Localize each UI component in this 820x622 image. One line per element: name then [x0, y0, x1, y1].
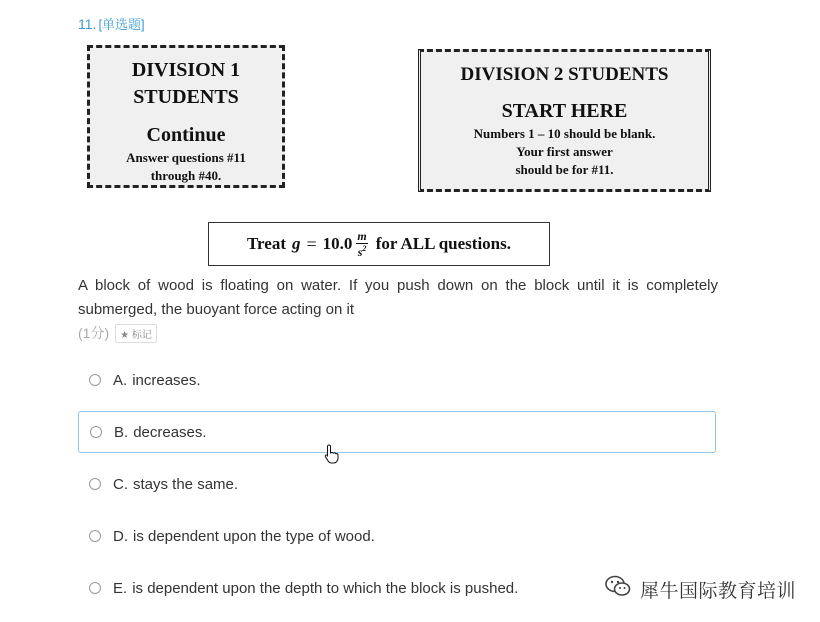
mark-label: 标记	[131, 329, 152, 341]
option-b[interactable]	[78, 411, 716, 453]
treat-prefix: Treat	[246, 234, 286, 253]
option-letter: A.	[113, 371, 128, 389]
question-type: [单选题]	[98, 17, 145, 32]
question-stem: A block of wood is floating on water. If you push down on the block until it is completely submerged, the buoyant force acting on it	[78, 277, 718, 318]
division2-line3: Numbers 1 – 10 should be blank.	[473, 126, 656, 141]
treat-variable: g	[292, 234, 301, 253]
mark-button[interactable]	[115, 324, 157, 343]
question-meta	[78, 323, 157, 343]
division2-line4: Your first answer	[516, 144, 613, 159]
treat-suffix: for ALL questions.	[375, 234, 512, 253]
division1-line2: STUDENTS	[133, 86, 239, 108]
treat-unit-denominator	[358, 244, 367, 258]
radio-circle-icon[interactable]	[89, 478, 101, 490]
radio-circle-icon[interactable]	[90, 426, 102, 438]
question-number: 11.	[78, 16, 97, 32]
radio-circle-icon[interactable]	[89, 582, 101, 594]
treat-equals: =	[306, 233, 317, 254]
division2-line1: DIVISION 2 STUDENTS	[460, 64, 669, 85]
option-text: increases.	[132, 371, 201, 389]
wechat-icon	[604, 574, 632, 604]
treat-unit-fraction	[356, 230, 367, 258]
option-letter: D.	[113, 527, 128, 545]
question-points: (1分)	[78, 325, 110, 341]
division2-box	[418, 49, 711, 192]
option-d[interactable]	[78, 515, 716, 557]
division1-line4: Answer questions #11	[126, 150, 246, 165]
question-header	[78, 14, 145, 33]
division2-line2: START HERE	[501, 100, 628, 122]
division2-line5: should be for #11.	[515, 162, 614, 177]
treat-value: 10.0	[322, 234, 353, 253]
option-letter: E.	[113, 579, 128, 597]
division1-box	[87, 45, 285, 188]
option-text: is dependent upon the type of wood.	[133, 527, 375, 545]
option-text: stays the same.	[133, 475, 239, 493]
division1-line5: through #40.	[150, 168, 222, 183]
treat-g-box	[208, 222, 550, 266]
option-text: decreases.	[133, 423, 207, 441]
radio-circle-icon[interactable]	[89, 530, 101, 542]
option-letter: C.	[113, 475, 128, 493]
brand-watermark	[604, 574, 796, 604]
treat-unit-numerator: m	[357, 229, 367, 243]
division1-line1: DIVISION 1	[131, 59, 241, 81]
star-icon: ★	[120, 329, 130, 341]
option-text: is dependent upon the depth to which the block is pushed.	[132, 579, 519, 597]
radio-circle-icon[interactable]	[89, 374, 101, 386]
treat-unit-den-base: s	[357, 245, 363, 259]
division1-line3: Continue	[146, 124, 226, 146]
option-a[interactable]	[78, 359, 716, 401]
brand-text: 犀牛国际教育培训	[640, 580, 797, 602]
hand-cursor-icon	[324, 444, 340, 469]
treat-unit-exponent: 2	[362, 244, 367, 253]
option-c[interactable]	[78, 463, 716, 505]
option-letter: B.	[114, 423, 129, 441]
